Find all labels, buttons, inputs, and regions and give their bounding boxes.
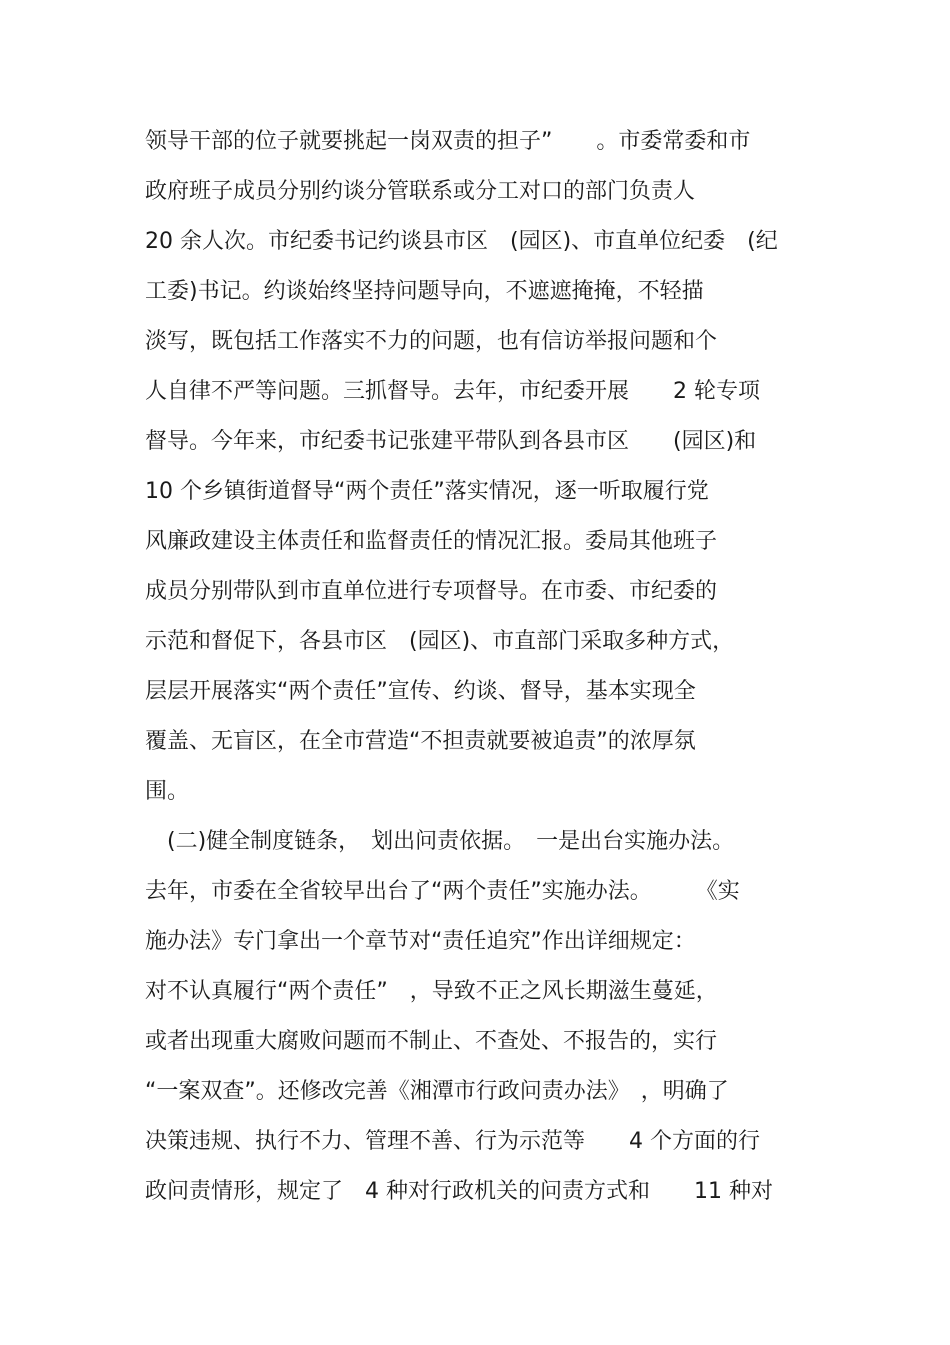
text-line: 施办法》专门拿出一个章节对“责任追究”作出详细规定： xyxy=(145,929,696,954)
text-line: 政府班子成员分别约谈分管联系或分工对口的部门负责人 xyxy=(145,179,696,204)
text-line: 10 个乡镇街道督导“两个责任”落实情况，逐一听取履行党 xyxy=(145,479,709,504)
text-line: 决策违规、执行不力、管理不善、行为示范等 4 个方面的行 xyxy=(145,1129,760,1154)
text-line: 成员分别带队到市直单位进行专项督导。在市委、市纪委的 xyxy=(145,579,718,604)
text-line: 督导。今年来，市纪委书记张建平带队到各县市区 (园区)和 xyxy=(145,429,757,454)
text-line: 政问责情形，规定了 4 种对行政机关的问责方式和 11 种对 xyxy=(145,1179,773,1204)
text-line: 工委)书记。约谈始终坚持问题导向，不遮遮掩掩，不轻描 xyxy=(145,279,704,304)
section-heading-line: (二)健全制度链条， 划出问责依据。 一是出台实施办法。 xyxy=(145,829,735,854)
text-line: 20 余人次。市纪委书记约谈县市区 (园区)、市直单位纪委 (纪 xyxy=(145,229,778,254)
text-line: 风廉政建设主体责任和监督责任的情况汇报。委局其他班子 xyxy=(145,529,718,554)
text-line: 对不认真履行“两个责任” ，导致不正之风长期滋生蔓延， xyxy=(145,979,718,1004)
text-line: 淡写，既包括工作落实不力的问题，也有信访举报问题和个 xyxy=(145,329,718,354)
text-line: 围。 xyxy=(145,779,190,804)
text-line: 覆盖、无盲区，在全市营造“不担责就要被追责”的浓厚氛 xyxy=(145,729,696,754)
text-line: 人自律不严等问题。三抓督导。去年，市纪委开展 2 轮专项 xyxy=(145,379,760,404)
text-line: 或者出现重大腐败问题而不制止、不查处、不报告的，实行 xyxy=(145,1029,718,1054)
text-line: 领导干部的位子就要挑起一岗双责的担子” 。市委常委和市 xyxy=(145,129,751,154)
text-line: 层层开展落实“两个责任”宣传、约谈、督导，基本实现全 xyxy=(145,679,696,704)
text-line: 去年，市委在全省较早出台了“两个责任”实施办法。 《实 xyxy=(145,879,740,904)
text-line: “一案双查”。还修改完善《湘潭市行政问责办法》 ，明确了 xyxy=(145,1079,729,1104)
text-line: 示范和督促下，各县市区 (园区)、市直部门采取多种方式， xyxy=(145,629,735,654)
